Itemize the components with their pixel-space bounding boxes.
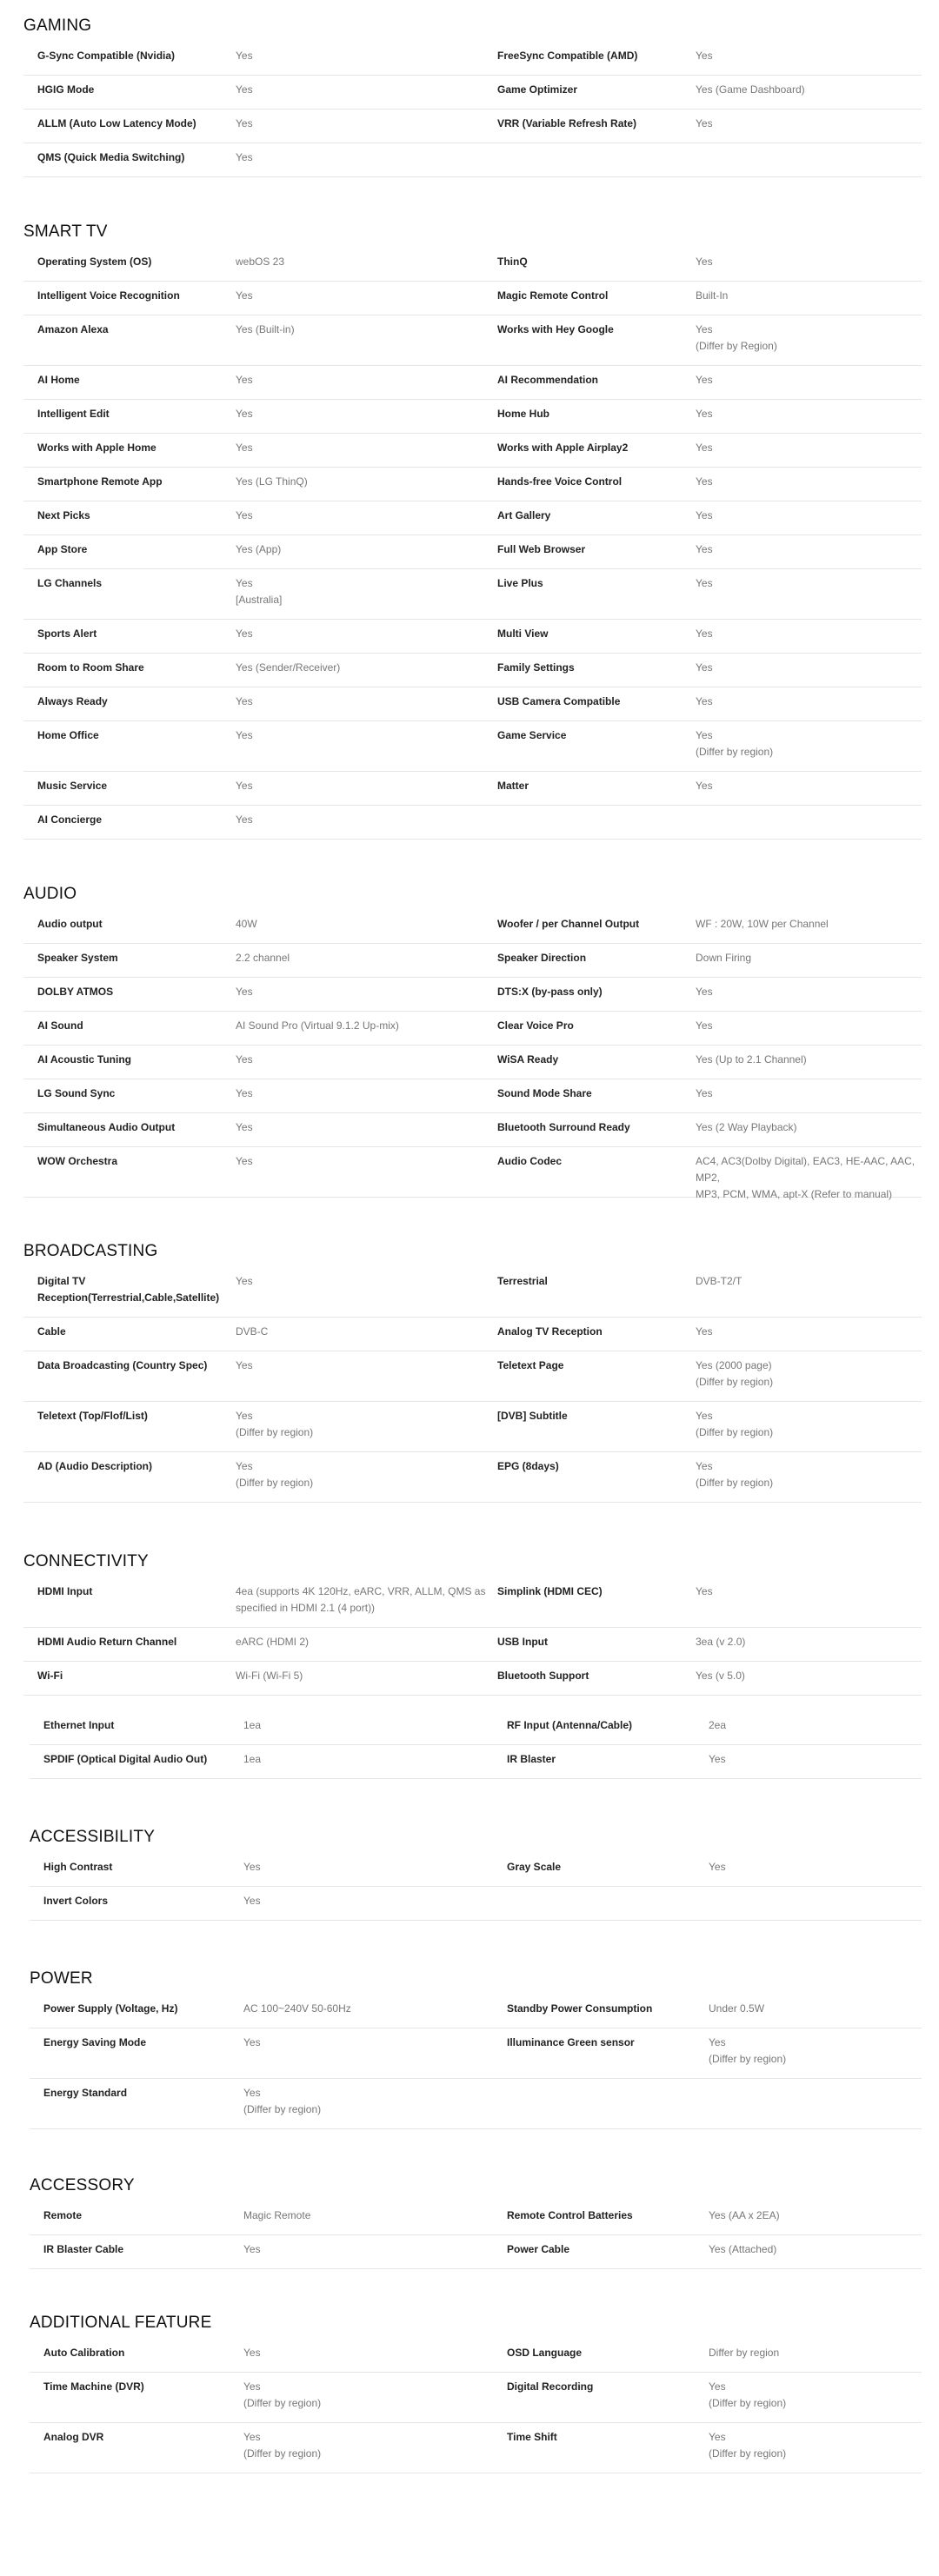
spec-value: Built-In [696, 289, 729, 302]
spec-row [23, 1046, 922, 1079]
spec-label-analog-dvr: Analog DVR [43, 2431, 104, 2443]
spec-label-clear-voice-pro: Clear Voice Pro [497, 1019, 574, 1032]
spec-row [23, 434, 922, 468]
spec-value: Yes (Differ by region) [709, 2380, 787, 2409]
spec-value: Yes [243, 2243, 261, 2255]
spec-row [23, 143, 922, 177]
spec-value: Yes [696, 780, 713, 792]
spec-label-qms-quick-media-switching: QMS (Quick Media Switching) [37, 151, 185, 163]
spec-value: Yes (Differ by region) [709, 2036, 787, 2065]
spec-label-home-hub: Home Hub [497, 408, 549, 420]
spec-value: 4ea (supports 4K 120Hz, eARC, VRR, ALLM, QMS as specified in HDMI 2.1 (4 port)) [236, 1585, 486, 1614]
spec-value: Yes [243, 1861, 261, 1873]
spec-label-spdif-optical-digital-audio-out: SPDIF (Optical Digital Audio Out) [43, 1753, 208, 1765]
spec-label-room-to-room-share: Room to Room Share [37, 661, 144, 674]
spec-label-hdmi-input: HDMI Input [37, 1585, 93, 1597]
spec-row [30, 2235, 922, 2269]
spec-value: Yes (2000 page) (Differ by region) [696, 1359, 774, 1388]
spec-label-game-service: Game Service [497, 729, 567, 741]
spec-label-hdmi-audio-return-channel: HDMI Audio Return Channel [37, 1636, 177, 1648]
spec-label-sound-mode-share: Sound Mode Share [497, 1087, 592, 1099]
spec-value: Yes (v 5.0) [696, 1670, 745, 1682]
spec-value: Yes [236, 408, 253, 420]
spec-row [23, 1662, 922, 1696]
spec-value: Yes (Differ by region) [236, 1460, 314, 1489]
spec-value: Differ by region [709, 2347, 780, 2359]
spec-row [23, 806, 922, 840]
spec-value: Yes (Differ by region) [696, 729, 774, 758]
spec-label-audio-output: Audio output [37, 918, 103, 930]
spec-row [23, 76, 922, 110]
spec-value: Yes [709, 1753, 726, 1765]
spec-label-audio-codec: Audio Codec [497, 1155, 562, 1167]
spec-label-ai-home: AI Home [37, 374, 80, 386]
section-title-accessory: ACCESSORY [30, 2176, 135, 2194]
spec-value: Yes [236, 729, 253, 741]
spec-row [23, 468, 922, 501]
spec-row [23, 1577, 922, 1628]
spec-row [30, 2079, 922, 2129]
spec-label-wow-orchestra: WOW Orchestra [37, 1155, 118, 1167]
spec-label-intelligent-voice-recognition: Intelligent Voice Recognition [37, 289, 180, 302]
spec-label-simultaneous-audio-output: Simultaneous Audio Output [37, 1121, 176, 1133]
spec-label-illuminance-green-sensor: Illuminance Green sensor [507, 2036, 635, 2048]
spec-label-cable: Cable [37, 1325, 66, 1338]
spec-label-ethernet-input: Ethernet Input [43, 1719, 115, 1731]
section-title-power: POWER [30, 1969, 93, 1988]
spec-label-freesync-compatible-amd: FreeSync Compatible (AMD) [497, 50, 638, 62]
spec-value: Yes (Attached) [709, 2243, 777, 2255]
spec-row [23, 400, 922, 434]
spec-value: Yes [243, 1895, 261, 1907]
spec-value: 1ea [243, 1719, 262, 1731]
spec-value: Yes (Differ by region) [236, 1410, 314, 1438]
spec-row [30, 2339, 922, 2373]
spec-value: Yes [236, 1121, 253, 1133]
spec-label-osd-language: OSD Language [507, 2347, 583, 2359]
section-title-connectivity: CONNECTIVITY [23, 1552, 149, 1570]
spec-value: eARC (HDMI 2) [236, 1636, 310, 1648]
spec-label-wisa-ready: WiSA Ready [497, 1053, 559, 1066]
spec-label-ad-audio-description: AD (Audio Description) [37, 1460, 152, 1472]
spec-value: Yes [236, 151, 253, 163]
spec-label-family-settings: Family Settings [497, 661, 575, 674]
spec-row [23, 910, 922, 944]
spec-label-teletext-page: Teletext Page [497, 1359, 564, 1371]
spec-value: Yes (Differ by Region) [696, 323, 777, 352]
spec-value: Yes (App) [236, 543, 282, 555]
spec-label-sports-alert: Sports Alert [37, 627, 97, 640]
spec-label-data-broadcasting-country-spec: Data Broadcasting (Country Spec) [37, 1359, 208, 1371]
spec-value: 40W [236, 918, 257, 930]
spec-row [23, 366, 922, 400]
spec-row [23, 569, 922, 620]
spec-label-always-ready: Always Ready [37, 695, 108, 707]
spec-label-lg-sound-sync: LG Sound Sync [37, 1087, 116, 1099]
spec-label-energy-standard: Energy Standard [43, 2087, 128, 2099]
spec-row [23, 944, 922, 978]
spec-row [23, 687, 922, 721]
spec-value: Yes [236, 627, 253, 640]
spec-value: AI Sound Pro (Virtual 9.1.2 Up-mix) [236, 1019, 399, 1032]
spec-value: Yes [696, 1585, 713, 1597]
spec-value: Yes [236, 1087, 253, 1099]
spec-value: Yes [236, 442, 253, 454]
spec-label-rf-input-antenna-cable: RF Input (Antenna/Cable) [507, 1719, 632, 1731]
spec-value: Yes (AA x 2EA) [709, 2209, 780, 2221]
section-title-gaming: GAMING [23, 17, 92, 35]
spec-row [23, 654, 922, 687]
spec-label-woofer-per-channel-output: Woofer / per Channel Output [497, 918, 640, 930]
spec-label-invert-colors: Invert Colors [43, 1895, 109, 1907]
spec-row [30, 2028, 922, 2079]
spec-value: Yes [696, 509, 713, 521]
spec-row [23, 721, 922, 772]
spec-label-live-plus: Live Plus [497, 577, 543, 589]
spec-label-power-cable: Power Cable [507, 2243, 570, 2255]
spec-label-music-service: Music Service [37, 780, 108, 792]
spec-row [23, 282, 922, 315]
section-title-additional-feature: ADDITIONAL FEATURE [30, 2314, 212, 2332]
spec-row [23, 1628, 922, 1662]
spec-label-works-with-apple-airplay2: Works with Apple Airplay2 [497, 442, 629, 454]
spec-label-gray-scale: Gray Scale [507, 1861, 562, 1873]
spec-value: Yes [696, 627, 713, 640]
spec-value: Yes [236, 1053, 253, 1066]
spec-value: Yes (Differ by region) [696, 1410, 774, 1438]
spec-value: Yes [696, 117, 713, 129]
spec-label-game-optimizer: Game Optimizer [497, 83, 578, 96]
spec-label-ai-recommendation: AI Recommendation [497, 374, 599, 386]
spec-label-usb-camera-compatible: USB Camera Compatible [497, 695, 621, 707]
spec-label-simplink-hdmi-cec: Simplink (HDMI CEC) [497, 1585, 603, 1597]
spec-label-hands-free-voice-control: Hands-free Voice Control [497, 475, 623, 488]
spec-row [23, 620, 922, 654]
spec-value: 2ea [709, 1719, 727, 1731]
spec-label-operating-system-os: Operating System (OS) [37, 256, 152, 268]
spec-label-next-picks: Next Picks [37, 509, 90, 521]
spec-value: WF : 20W, 10W per Channel [696, 918, 829, 930]
spec-value: Yes [243, 2036, 261, 2048]
spec-value: Yes (Sender/Receiver) [236, 661, 341, 674]
spec-label-time-machine-dvr: Time Machine (DVR) [43, 2380, 144, 2393]
spec-row [23, 772, 922, 806]
spec-label-dts-x-by-pass-only: DTS:X (by-pass only) [497, 986, 603, 998]
spec-label-dvb-subtitle: [DVB] Subtitle [497, 1410, 568, 1422]
spec-label-digital-recording: Digital Recording [507, 2380, 594, 2393]
spec-label-remote: Remote [43, 2209, 83, 2221]
spec-label-ai-sound: AI Sound [37, 1019, 83, 1032]
spec-value: 2.2 channel [236, 952, 290, 964]
section-title-smart-tv: SMART TV [23, 222, 108, 241]
spec-row [23, 1351, 922, 1402]
spec-label-teletext-top-flof-list: Teletext (Top/Flof/List) [37, 1410, 148, 1422]
spec-label-home-office: Home Office [37, 729, 99, 741]
spec-label-bluetooth-surround-ready: Bluetooth Surround Ready [497, 1121, 630, 1133]
spec-value: Yes [696, 475, 713, 488]
spec-row [30, 2373, 922, 2423]
spec-value: Yes [696, 50, 713, 62]
spec-value: Yes [236, 780, 253, 792]
spec-row [23, 1012, 922, 1046]
spec-label-intelligent-edit: Intelligent Edit [37, 408, 110, 420]
spec-label-hgig-mode: HGIG Mode [37, 83, 95, 96]
spec-label-high-contrast: High Contrast [43, 1861, 113, 1873]
spec-row [23, 1079, 922, 1113]
spec-value: Yes [236, 813, 253, 826]
spec-value: Yes [696, 986, 713, 998]
spec-row [23, 1318, 922, 1351]
spec-row [23, 535, 922, 569]
spec-label-smartphone-remote-app: Smartphone Remote App [37, 475, 163, 488]
spec-value: Yes (Up to 2.1 Channel) [696, 1053, 807, 1066]
spec-row [23, 42, 922, 76]
spec-label-matter: Matter [497, 780, 529, 792]
spec-label-works-with-apple-home: Works with Apple Home [37, 442, 156, 454]
spec-label-magic-remote-control: Magic Remote Control [497, 289, 609, 302]
spec-label-auto-calibration: Auto Calibration [43, 2347, 125, 2359]
spec-label-wi-fi: Wi-Fi [37, 1670, 63, 1682]
spec-row [30, 1745, 922, 1779]
section-title-audio: AUDIO [23, 885, 77, 903]
spec-value: Yes (Differ by region) [243, 2380, 322, 2409]
spec-row [23, 1402, 922, 1452]
spec-value: Yes [696, 374, 713, 386]
spec-row [23, 1147, 922, 1198]
spec-value: Under 0.5W [709, 2002, 765, 2015]
spec-value: Yes [696, 543, 713, 555]
spec-row [23, 1452, 922, 1503]
spec-label-app-store: App Store [37, 543, 88, 555]
spec-value: Yes [Australia] [236, 577, 283, 606]
spec-label-speaker-system: Speaker System [37, 952, 118, 964]
spec-label-standby-power-consumption: Standby Power Consumption [507, 2002, 653, 2015]
spec-label-analog-tv-reception: Analog TV Reception [497, 1325, 603, 1338]
spec-row [30, 1853, 922, 1887]
spec-row [23, 978, 922, 1012]
spec-value: Yes [236, 289, 253, 302]
spec-value: AC 100~240V 50-60Hz [243, 2002, 351, 2015]
spec-label-ir-blaster-cable: IR Blaster Cable [43, 2243, 124, 2255]
spec-row [30, 2423, 922, 2473]
spec-row [23, 315, 922, 366]
spec-value: Yes (Game Dashboard) [696, 83, 805, 96]
spec-value: Yes (Differ by region) [696, 1460, 774, 1489]
spec-value: Yes [236, 50, 253, 62]
spec-label-digital-tv-reception-terrestrial-cable-satellite: Digital TV Reception(Terrestrial,Cable,Satellite) [37, 1275, 220, 1304]
spec-label-multi-view: Multi View [497, 627, 549, 640]
spec-row [23, 110, 922, 143]
spec-label-full-web-browser: Full Web Browser [497, 543, 586, 555]
spec-row [30, 1887, 922, 1921]
spec-label-time-shift: Time Shift [507, 2431, 557, 2443]
spec-label-epg-8days: EPG (8days) [497, 1460, 559, 1472]
spec-value: Yes (LG ThinQ) [236, 475, 308, 488]
spec-label-usb-input: USB Input [497, 1636, 548, 1648]
spec-value: Yes [696, 661, 713, 674]
spec-value: Yes (Built-in) [236, 323, 295, 335]
spec-label-lg-channels: LG Channels [37, 577, 103, 589]
spec-value: Yes [236, 695, 253, 707]
spec-label-art-gallery: Art Gallery [497, 509, 551, 521]
spec-label-g-sync-compatible-nvidia: G-Sync Compatible (Nvidia) [37, 50, 176, 62]
spec-label-works-with-hey-google: Works with Hey Google [497, 323, 614, 335]
spec-value: Yes [696, 442, 713, 454]
spec-label-allm-auto-low-latency-mode: ALLM (Auto Low Latency Mode) [37, 117, 196, 129]
spec-value: Yes [236, 509, 253, 521]
spec-label-ir-blaster: IR Blaster [507, 1753, 556, 1765]
spec-value: Yes [236, 374, 253, 386]
spec-value: AC4, AC3(Dolby Digital), EAC3, HE-AAC, AAC, MP2, MP3, PCM, WMA, apt-X (Refer to manual) [696, 1155, 916, 1200]
spec-row [30, 1711, 922, 1745]
spec-value: Yes [696, 1019, 713, 1032]
spec-value: Yes (2 Way Playback) [696, 1121, 797, 1133]
spec-value: Yes (Differ by region) [243, 2087, 322, 2115]
spec-value: Yes (Differ by region) [709, 2431, 787, 2460]
spec-row [23, 501, 922, 535]
spec-value: Yes [696, 577, 713, 589]
spec-value: Yes [696, 695, 713, 707]
spec-value: Yes [236, 117, 253, 129]
spec-row [23, 248, 922, 282]
spec-label-amazon-alexa: Amazon Alexa [37, 323, 109, 335]
spec-label-remote-control-batteries: Remote Control Batteries [507, 2209, 633, 2221]
spec-label-vrr-variable-refresh-rate: VRR (Variable Refresh Rate) [497, 117, 637, 129]
spec-row [30, 1995, 922, 2028]
spec-value: Yes [236, 83, 253, 96]
spec-value: Yes [696, 1087, 713, 1099]
spec-value: Yes [696, 408, 713, 420]
spec-value: Yes [696, 256, 713, 268]
spec-value: DVB-C [236, 1325, 269, 1338]
spec-value: Yes [709, 1861, 726, 1873]
spec-value: Magic Remote [243, 2209, 311, 2221]
section-title-accessibility: ACCESSIBILITY [30, 1828, 156, 1846]
spec-value: Yes [236, 1275, 253, 1287]
spec-label-dolby-atmos: DOLBY ATMOS [37, 986, 114, 998]
spec-value: Yes [236, 1155, 253, 1167]
spec-value: 3ea (v 2.0) [696, 1636, 746, 1648]
section-title-broadcasting: BROADCASTING [23, 1242, 158, 1260]
spec-value: Yes (Differ by region) [243, 2431, 322, 2460]
spec-value: Yes [696, 1325, 713, 1338]
spec-value: Yes [243, 2347, 261, 2359]
spec-value: webOS 23 [236, 256, 285, 268]
spec-value: Yes [236, 986, 253, 998]
spec-row [23, 1113, 922, 1147]
spec-value: Yes [236, 1359, 253, 1371]
spec-label-bluetooth-support: Bluetooth Support [497, 1670, 589, 1682]
spec-label-thinq: ThinQ [497, 256, 528, 268]
spec-label-terrestrial: Terrestrial [497, 1275, 548, 1287]
spec-value: Wi-Fi (Wi-Fi 5) [236, 1670, 303, 1682]
spec-row [23, 1267, 922, 1318]
spec-row [30, 2201, 922, 2235]
spec-label-power-supply-voltage-hz: Power Supply (Voltage, Hz) [43, 2002, 178, 2015]
spec-label-speaker-direction: Speaker Direction [497, 952, 587, 964]
spec-value: DVB-T2/T [696, 1275, 743, 1287]
spec-value: 1ea [243, 1753, 262, 1765]
spec-value: Down Firing [696, 952, 752, 964]
spec-label-energy-saving-mode: Energy Saving Mode [43, 2036, 147, 2048]
spec-label-ai-concierge: AI Concierge [37, 813, 103, 826]
spec-label-ai-acoustic-tuning: AI Acoustic Tuning [37, 1053, 131, 1066]
